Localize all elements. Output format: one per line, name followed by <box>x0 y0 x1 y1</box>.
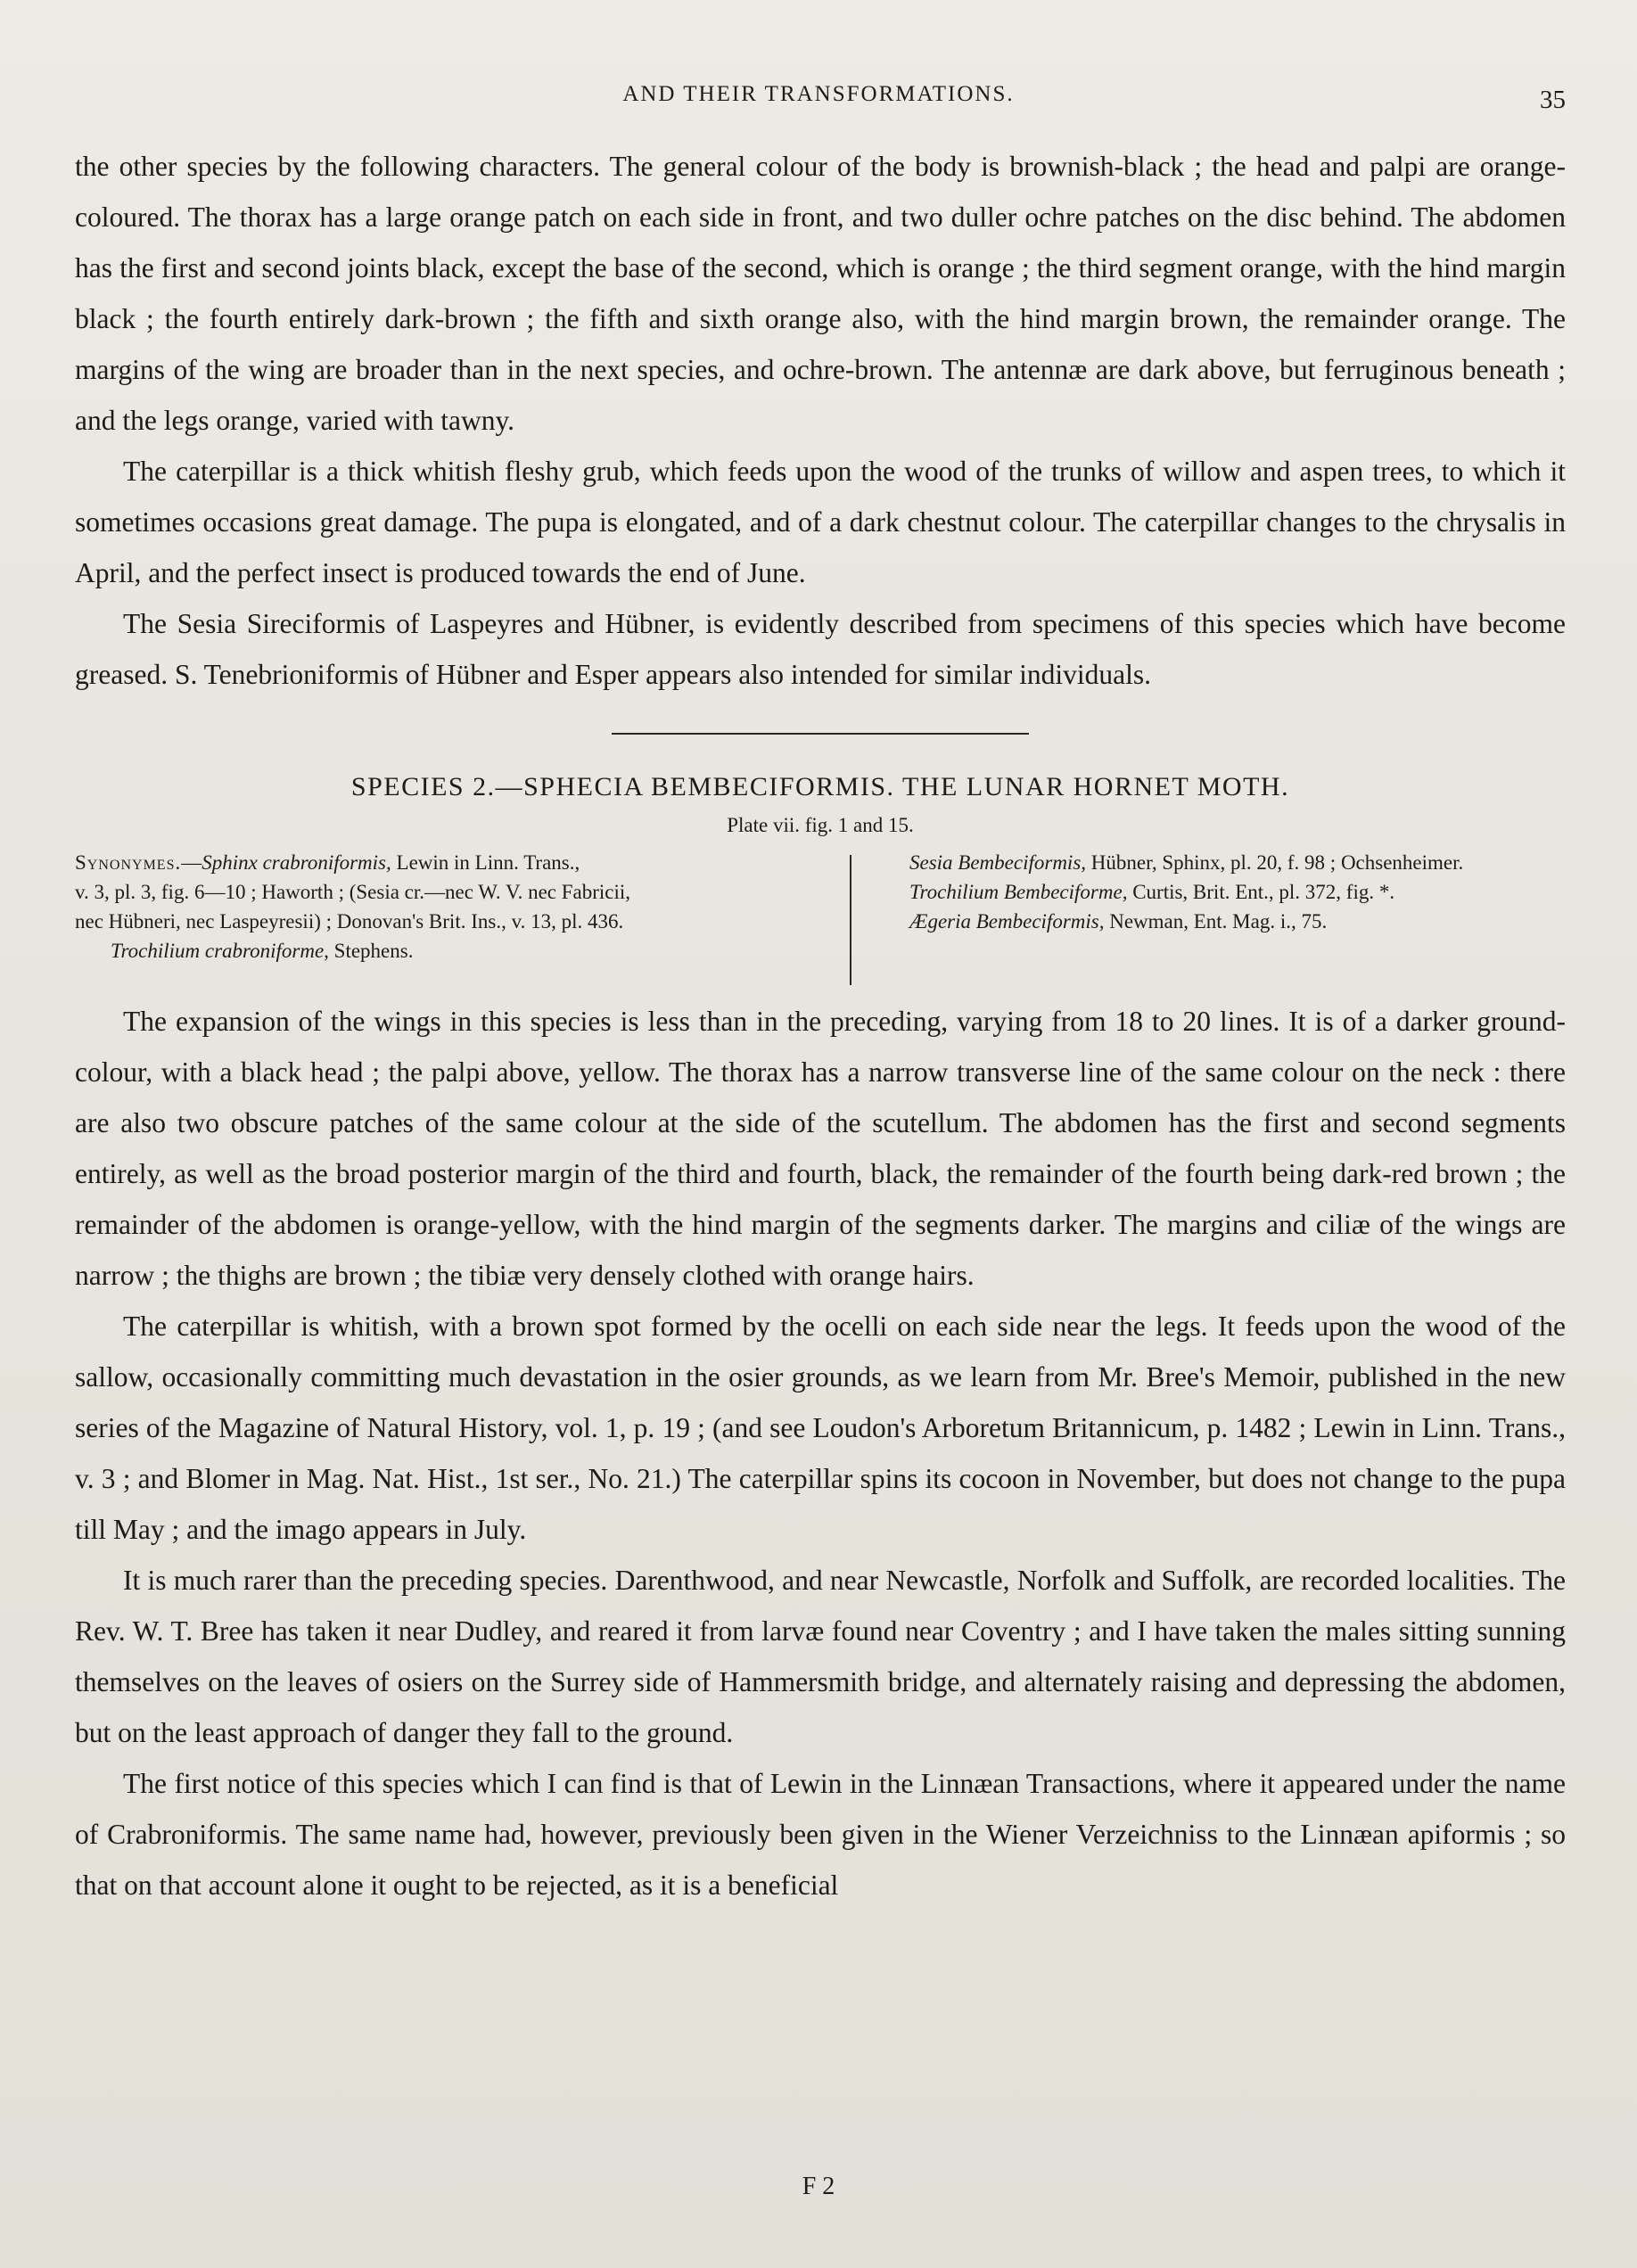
synonym-entry: Synonymes.—Sphinx crabroniformis, Lewin in Linn. Trans., <box>75 851 580 874</box>
paragraph: The first notice of this species which I can find is that of Lewin in the Linnæan Transactions, where it appeared under the name of Crabroniformis. The same name had, however, previously been given in the Wiener Verzeichniss to the Linnæan apiformis ; so that on that account alone it ought to be rejected, as it is a beneficial <box>75 1768 1566 1901</box>
paragraph: the other species by the following characters. The general colour of the body is brownish-black ; the head and palpi are orange-coloured. The thorax has a large orange patch on each side in front, and two duller ochre patches on the disc behind. The abdomen has the first and second joints black, except the base of the second, which is orange ; the third segment orange, with the hind margin black ; the fourth entirely dark-brown ; the fifth and sixth orange also, with the hind margin brown, the remainder orange. The margins of the wing are broader than in the next species, and ochre-brown. The antennæ are dark above, but ferruginous beneath ; and the legs orange, varied with tawny. <box>75 151 1566 436</box>
synonym-entry <box>874 848 1566 877</box>
paragraph: The caterpillar is whitish, with a brown spot formed by the ocelli on each side near the legs. It feeds upon the wood of the sallow, occasionally committing much devastation in the osier grounds, as we learn from Mr. Bree's Memoir, published in the new series of the Magazine of Natural History, vol. 1, p. 19 ; (and see Loudon's Arboretum Britannicum, p. 1482 ; Lewin in Linn. Trans., v. 3 ; and Blomer in Mag. Nat. Hist., 1st ser., No. 21.) The caterpillar spins its cocoon in November, but does not change to the pupa till May ; and the imago appears in July. <box>75 1311 1566 1545</box>
signature-mark: F 2 <box>802 2173 835 2200</box>
synonym-citation: Lewin in Linn. Trans., <box>391 851 580 874</box>
section-divider <box>612 733 1029 735</box>
page-number: 35 <box>1540 86 1566 114</box>
synonym-citation: Newman, Ent. Mag. i., 75. <box>1104 910 1328 933</box>
running-title: AND THEIR TRANSFORMATIONS. <box>622 82 1015 106</box>
column-divider <box>850 855 851 985</box>
synonym-citation: Curtis, Brit. Ent., pl. 372, fig. *. <box>1127 881 1395 903</box>
species-heading: SPECIES 2.—SPHECIA BEMBECIFORMIS. THE LUNAR HORNET MOTH. <box>350 772 1290 801</box>
synonym-entry <box>874 877 1566 907</box>
synonym-citation: v. 3, pl. 3, fig. 6—10 ; Haworth ; (Sesia cr.—nec W. V. nec Fabricii, <box>75 881 631 903</box>
page-header <box>0 82 1637 118</box>
paragraph: The caterpillar is a thick whitish fleshy grub, which feeds upon the wood of the trunks of willow and aspen trees, to which it sometimes occasions great damage. The pupa is elongated, and of a dark chestnut colour. The caterpillar changes to the chrysalis in April, and the perfect insect is produced towards the end of June. <box>75 456 1566 588</box>
synonym-citation: Stephens. <box>328 940 414 962</box>
synonym-citation: Hübner, Sphinx, pl. 20, f. 98 ; Ochsenheimer. <box>1086 851 1464 874</box>
plate-reference: Plate vii. fig. 1 and 15. <box>727 814 914 836</box>
synonym-name: Sesia Bembeciformis, <box>909 851 1087 874</box>
paragraph: The expansion of the wings in this species is less than in the preceding, varying from 18 to 20 lines. It is of a darker ground-colour, with a black head ; the palpi above, yellow. The thorax has a narrow transverse line of the same colour on the neck : there are also two obscure patches of the same colour at the side of the scutellum. The abdomen has the first and second segments entirely, as well as the broad posterior margin of the third and fourth, black, the remainder of the fourth being dark-red brown ; the remainder of the abdomen is orange-yellow, with the hind margin of the segments darker. The margins and ciliæ of the wings are narrow ; the thighs are brown ; the tibiæ very densely clothed with orange hairs. <box>75 1006 1566 1291</box>
synonym-citation: nec Hübneri, nec Laspeyresii) ; Donovan's Brit. Ins., v. 13, pl. 436. <box>75 910 624 933</box>
body-text <box>75 141 1566 1911</box>
synonym-name: Sphinx crabroniformis, <box>202 851 391 874</box>
synonym-name: Trochilium Bembeciforme, <box>909 881 1128 903</box>
synonyms-left-column <box>75 848 829 966</box>
paragraph: It is much rarer than the preceding species. Darenthwood, and near Newcastle, Norfolk and Suffolk, are recorded localities. The Rev. W. T. Bree has taken it near Dudley, and reared it from larvæ found near Coventry ; and I have taken the males sitting sunning themselves on the leaves of osiers on the Surrey side of Hammersmith bridge, and alternately raising and depressing the abdomen, but on the least approach of danger they fall to the ground. <box>75 1565 1566 1748</box>
synonyms-block <box>75 848 1566 990</box>
synonyms-label: Synonymes. <box>75 851 182 874</box>
synonym-name: Ægeria Bembeciformis, <box>909 910 1105 933</box>
synonym-name: Trochilium crabroniforme, <box>111 940 329 962</box>
synonym-entry <box>75 936 829 966</box>
synonyms-right-column <box>874 848 1566 936</box>
synonym-entry <box>874 907 1566 936</box>
paragraph: The Sesia Sireciformis of Laspeyres and Hübner, is evidently described from specimens of this species which have become greased. S. Tenebrioniformis of Hübner and Esper appears also intended for similar individuals. <box>75 608 1566 690</box>
